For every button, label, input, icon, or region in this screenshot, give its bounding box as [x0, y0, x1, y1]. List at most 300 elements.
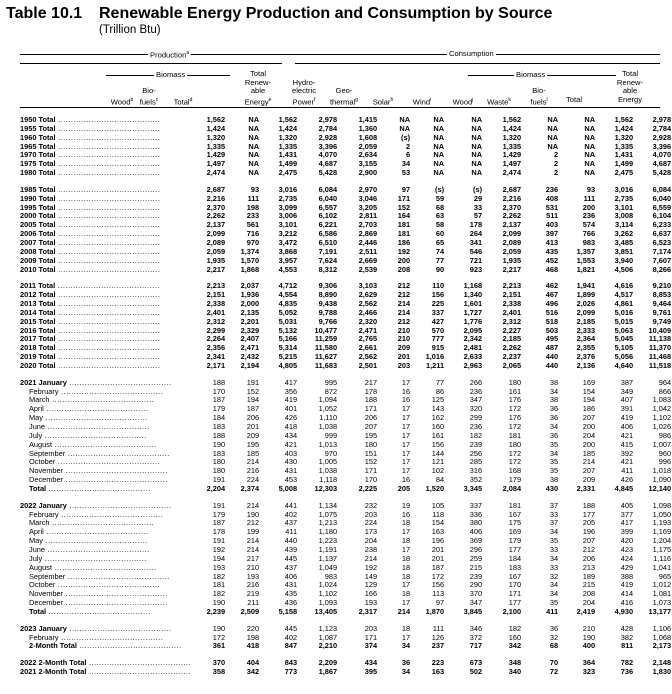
table-cell: 3,868 [278, 247, 298, 256]
row-label: 1985 Total ........................................ [20, 185, 161, 194]
table-cell: 2,312 [206, 317, 226, 326]
table-cell: 2,356 [206, 344, 226, 353]
table-cell: 193 [364, 599, 378, 608]
table-cell: NA [547, 142, 559, 151]
table-cell: 16 [401, 396, 411, 405]
table-cell: 58 [435, 221, 445, 230]
table-row [20, 555, 671, 564]
table-cell: 201 [431, 545, 445, 554]
table-row [20, 204, 671, 213]
table-cell: NA [584, 151, 596, 160]
biomass-consumption-label: Biomass [516, 70, 546, 79]
row-label: 2009 Total ........................................ [20, 256, 161, 265]
table-cell: 191 [246, 378, 260, 387]
table-cell: 2,401 [502, 308, 522, 317]
table-cell: 440 [284, 537, 298, 546]
table-cell: 2,633 [463, 353, 483, 362]
table-cell: 2,703 [358, 221, 378, 230]
table-cell: 426 [284, 414, 298, 423]
table-cell: 195 [246, 440, 260, 449]
table-cell: 11,518 [648, 361, 672, 370]
table-cell: 811 [621, 642, 634, 651]
table-cell: NA [471, 142, 483, 151]
table-cell: 5,063 [614, 326, 634, 335]
table-cell: 406 [284, 572, 298, 581]
table-cell: 346 [469, 624, 483, 633]
table-cell: NA [584, 160, 596, 169]
table-cell: 183 [508, 563, 522, 572]
table-cell: 179 [508, 537, 522, 546]
table-cell: 2,185 [502, 335, 522, 344]
table-row [20, 300, 671, 309]
table-cell: 2,262 [502, 344, 522, 353]
table-cell: 349 [620, 387, 634, 396]
table-cell: 358 [212, 668, 226, 677]
table-cell: 6,221 [318, 221, 338, 230]
table-cell: NA [471, 151, 483, 160]
table-row [20, 221, 671, 230]
table-cell: 38 [549, 396, 559, 405]
table-cell: 181 [397, 230, 411, 239]
table-cell: 192 [397, 247, 411, 256]
table-cell: 342 [508, 642, 522, 651]
row-label: 2005 Total ........................................ [20, 221, 161, 230]
table-cell: 1,038 [318, 423, 338, 431]
table-cell: 17 [401, 449, 411, 458]
table-cell: 1,013 [318, 440, 338, 449]
table-cell: 1,830 [652, 668, 672, 677]
table-cell: 337 [469, 501, 483, 510]
table-cell: 419 [284, 396, 298, 405]
table-cell: 68 [549, 642, 559, 651]
table-cell: 296 [469, 545, 483, 554]
col-header-waste: Waste$^k$ [487, 96, 511, 107]
row-spacer [20, 617, 671, 625]
table-cell: 105 [431, 501, 445, 510]
table-cell: 2,320 [358, 317, 378, 326]
table-cell: 206 [246, 414, 260, 423]
table-cell: 216 [246, 467, 260, 476]
table-cell: 144 [431, 449, 445, 458]
table-cell: 3,016 [614, 185, 634, 194]
table-cell: 411 [285, 528, 298, 537]
table-cell: 18 [401, 537, 411, 546]
table-cell: 1,499 [614, 160, 634, 169]
table-cell: 348 [508, 659, 522, 668]
table-cell: 6 [405, 151, 411, 160]
table-cell: 2,262 [502, 212, 522, 221]
table-cell: 2,217 [502, 265, 522, 274]
table-cell: 187 [431, 563, 445, 572]
table-cell: 212 [397, 282, 411, 291]
table-cell: NA [547, 124, 559, 133]
table-cell: 1,175 [652, 545, 672, 554]
table-cell: 236 [469, 387, 483, 396]
table-cell: 154 [431, 519, 445, 528]
table-cell: 6,586 [318, 230, 338, 239]
table-cell: 2,474 [206, 169, 226, 178]
table-cell: 237 [431, 642, 445, 651]
table-cell: 2,765 [358, 335, 378, 344]
table-row [20, 151, 671, 160]
table-row [20, 396, 671, 405]
table-cell: 487 [545, 344, 559, 353]
table-cell: 203 [397, 361, 411, 370]
table-cell: 1,374 [240, 247, 260, 256]
table-cell: 1,016 [425, 353, 445, 362]
table-cell: 215 [469, 563, 483, 572]
header-bottom-rule [20, 107, 660, 108]
table-cell: 2 [553, 160, 559, 169]
table-cell: 111 [247, 194, 260, 203]
table-cell: 19 [401, 501, 411, 510]
table-cell: 392 [620, 449, 634, 458]
table-title: Renewable Energy Production and Consumption by Source [99, 5, 553, 22]
table-cell: 212 [582, 545, 596, 554]
table-cell: 2,201 [240, 317, 260, 326]
table-cell: NA [433, 169, 445, 178]
table-cell: 204 [364, 537, 378, 546]
table-cell: 6,040 [318, 194, 338, 203]
table-cell: 179 [508, 476, 522, 485]
table-cell: 204 [582, 599, 596, 608]
table-cell: 181 [397, 221, 411, 230]
table-cell: 1,102 [652, 414, 672, 423]
table-cell: 843 [284, 659, 298, 668]
table-cell: 1,431 [614, 151, 634, 160]
table-cell: 232 [364, 501, 378, 510]
table-row [20, 379, 671, 388]
table-cell: 17 [401, 528, 411, 537]
table-cell: 16 [401, 387, 411, 396]
table-cell: 196 [431, 537, 445, 546]
table-cell: 716 [246, 230, 260, 239]
table-cell: 36 [549, 405, 559, 414]
table-cell: 198 [246, 203, 260, 212]
table-cell: 171 [364, 467, 378, 476]
table-cell: 126 [431, 633, 445, 642]
table-cell: 323 [582, 668, 596, 677]
table-cell: 419 [620, 414, 634, 423]
table-cell: 8,853 [652, 291, 672, 300]
table-cell: 18 [401, 554, 411, 563]
table-cell: 2,342 [463, 335, 483, 344]
table-cell: 17 [401, 414, 411, 423]
row-label: 1965 Total ........................................ [20, 142, 161, 151]
table-cell: NA [547, 116, 559, 124]
table-cell: 380 [469, 519, 483, 528]
table-cell: 970 [324, 449, 338, 458]
table-cell: 2,401 [206, 308, 226, 317]
table-cell: 2,735 [278, 194, 298, 203]
table-cell: 125 [431, 396, 445, 405]
table-cell: 2,100 [502, 607, 522, 616]
table-cell: 370 [212, 659, 226, 668]
table-cell: 171 [364, 633, 378, 642]
table-cell: 209 [582, 476, 596, 485]
table-cell: 10,477 [314, 326, 338, 335]
table-cell: 216 [246, 581, 260, 590]
table-cell: NA [248, 133, 260, 142]
table-cell: 2,784 [652, 124, 672, 133]
table-cell: 406 [620, 423, 634, 431]
table-cell: 180 [508, 440, 522, 449]
table-cell: 1,093 [318, 599, 338, 608]
table-cell: 198 [246, 633, 260, 642]
table-cell: 1,005 [318, 458, 338, 467]
row-label: 1950 Total ........................................ [20, 116, 161, 124]
table-cell: 36 [549, 414, 559, 423]
table-row [20, 432, 671, 441]
table-cell: 121 [431, 458, 445, 467]
table-cell: 36 [401, 659, 411, 668]
row-label: December ........................................ [29, 599, 168, 608]
row-label: 1995 Total ........................................ [20, 203, 161, 212]
table-cell: 766 [582, 230, 596, 239]
table-cell: 203 [364, 510, 378, 519]
table-cell: 152 [397, 203, 411, 212]
table-cell: 143 [431, 405, 445, 414]
table-cell: 172 [508, 405, 522, 414]
table-row [20, 116, 671, 125]
row-label: Total ........................................ [29, 607, 151, 616]
table-cell: 531 [545, 203, 559, 212]
table-cell: 440 [545, 353, 559, 362]
table-cell: 374 [364, 642, 378, 651]
table-cell: 1,116 [653, 554, 672, 563]
table-row [20, 564, 671, 573]
table-cell: 574 [582, 221, 596, 230]
table-cell: 34 [549, 590, 559, 599]
table-cell: 1,024 [318, 581, 338, 590]
table-cell: 214 [397, 308, 411, 317]
table-cell: 111 [583, 194, 596, 203]
table-cell: 183 [212, 449, 226, 458]
table-cell: 370 [469, 590, 483, 599]
table-cell: 399 [620, 528, 634, 537]
table-cell: 285 [469, 458, 483, 467]
table-cell: 18 [401, 563, 411, 572]
row-label: 2020 Total ........................................ [20, 361, 161, 370]
table-cell: 72 [549, 668, 559, 677]
table-cell: 970 [246, 238, 260, 247]
table-cell: 2,634 [358, 151, 378, 160]
table-cell: 406 [469, 528, 483, 537]
table-cell: 2,475 [278, 169, 298, 178]
table-row [20, 581, 671, 590]
table-cell: 2,225 [358, 484, 378, 493]
row-label: February ........................................ [29, 510, 164, 519]
table-cell: 352 [469, 476, 483, 485]
table-cell: 2,135 [240, 308, 260, 317]
table-cell: NA [433, 133, 445, 142]
table-cell: 192 [364, 563, 378, 572]
table-cell: 207 [582, 414, 596, 423]
table-cell: 418 [246, 642, 260, 651]
table-cell: 1,936 [240, 291, 260, 300]
col-header-total-prod: Total$^d$ [173, 96, 193, 107]
row-label: July ........................................ [29, 431, 147, 440]
table-row [20, 668, 671, 677]
table-cell: NA [584, 169, 596, 178]
table-cell: 516 [545, 308, 559, 317]
table-cell: 264 [469, 230, 483, 239]
table-cell: 1,935 [502, 256, 522, 265]
table-row [20, 230, 671, 239]
table-cell: 186 [397, 238, 411, 247]
table-cell: 1,499 [278, 160, 298, 169]
table-cell: 207 [582, 467, 596, 476]
table-cell: 201 [246, 423, 260, 431]
table-cell: NA [584, 124, 596, 133]
table-cell: NA [433, 151, 445, 160]
table-row [20, 169, 671, 178]
table-cell: 923 [469, 265, 483, 274]
table-cell: 5,428 [652, 169, 672, 178]
table-cell: 430 [545, 484, 559, 493]
table-cell: 401 [284, 405, 298, 414]
table-cell: 2,661 [358, 344, 378, 353]
table-cell: 717 [469, 642, 483, 651]
table-cell: 200 [582, 203, 596, 212]
table-cell: 1,431 [278, 151, 298, 160]
table-cell: 2,059 [358, 142, 378, 151]
table-cell: 1,867 [318, 668, 338, 677]
table-cell: NA [584, 133, 596, 142]
table-row [20, 186, 671, 195]
table-cell: 17 [401, 581, 411, 590]
table-cell: 2,210 [318, 642, 338, 651]
table-cell: 181 [212, 581, 226, 590]
table-cell: NA [399, 116, 411, 124]
table-cell: 32 [549, 572, 559, 581]
table-cell: (s) [435, 185, 445, 194]
table-cell: 417 [284, 378, 298, 387]
biomass-production-label: Biomass [156, 70, 186, 79]
col-header-wood-prod: Wood$^b$ [110, 96, 134, 107]
table-cell: 156 [431, 440, 445, 449]
table-cell: 503 [545, 326, 559, 335]
table-cell: 2,213 [206, 282, 226, 291]
table-cell: 340 [508, 668, 522, 677]
table-row [20, 405, 671, 414]
table-cell: 403 [284, 449, 298, 458]
table-cell: 2,474 [502, 169, 522, 178]
table-cell: 2,539 [358, 265, 378, 274]
table-cell: 13,177 [648, 607, 672, 616]
row-label: August ........................................ [29, 440, 157, 449]
table-cell: 223 [431, 659, 445, 668]
table-row [20, 318, 671, 327]
table-cell: 1,562 [614, 116, 634, 124]
table-cell: 1,360 [358, 124, 378, 133]
table-cell: 212 [246, 519, 260, 528]
table-cell: 11,683 [314, 361, 338, 370]
table-cell: 200 [582, 423, 596, 431]
table-cell: 496 [545, 300, 559, 309]
table-cell: 397 [545, 230, 559, 239]
table-cell: 177 [582, 510, 596, 519]
table-cell: 199 [246, 528, 260, 537]
table-cell: 2,687 [502, 185, 522, 194]
table-cell: 3,006 [278, 212, 298, 221]
table-cell: 11,370 [648, 344, 672, 353]
table-cell: 1,211 [426, 361, 445, 370]
table-cell: NA [433, 160, 445, 169]
table-cell: 4,517 [614, 291, 634, 300]
table-cell: 999 [324, 431, 338, 440]
table-row [20, 212, 671, 221]
table-cell: 35 [549, 458, 559, 467]
table-cell: 2,148 [652, 659, 672, 668]
table-cell: 2,370 [502, 203, 522, 212]
table-cell: 188 [364, 396, 378, 405]
table-row [20, 634, 671, 643]
table-cell: 33 [549, 563, 559, 572]
table-cell: 176 [508, 396, 522, 405]
table-cell: 196 [582, 528, 596, 537]
table-cell: 9,210 [652, 282, 672, 291]
table-cell: 177 [508, 599, 522, 608]
table-cell: 1,776 [463, 317, 483, 326]
table-cell: 170 [508, 581, 522, 590]
table-cell: 1,424 [502, 124, 522, 133]
table-cell: 468 [545, 265, 559, 274]
table-cell: NA [248, 169, 260, 178]
table-cell: 1,098 [652, 501, 672, 510]
row-label: June ........................................ [29, 545, 150, 554]
table-cell: 190 [246, 510, 260, 519]
table-row [20, 344, 671, 353]
table-cell: 29 [473, 194, 483, 203]
table-cell: 1,012 [652, 581, 672, 590]
table-cell: 214 [246, 501, 260, 510]
table-cell: 424 [620, 554, 634, 563]
table-cell: NA [248, 142, 260, 151]
table-cell: 4,835 [278, 300, 298, 309]
table-cell: 2,099 [576, 308, 596, 317]
table-cell: 2,928 [318, 133, 338, 142]
table-cell: 187 [212, 396, 226, 405]
table-row [20, 353, 671, 362]
table-cell: 983 [582, 238, 596, 247]
table-cell: 342 [246, 668, 260, 677]
table-cell: 35 [549, 537, 559, 546]
table-cell: 11,138 [648, 335, 672, 344]
row-label: February ........................................ [29, 633, 164, 642]
table-cell: 217 [246, 554, 260, 563]
table-cell: 299 [469, 414, 483, 423]
table-cell: 1,868 [240, 265, 260, 274]
table-cell: 2,446 [358, 238, 378, 247]
table-cell: 224 [364, 519, 378, 528]
table-cell: 4,845 [614, 484, 634, 493]
table-cell: 1,727 [463, 308, 483, 317]
table-cell: 3,396 [652, 142, 672, 151]
table-cell: (s) [401, 133, 411, 142]
table-cell: 187 [246, 405, 260, 414]
table-cell: 171 [364, 405, 378, 414]
table-cell: 188 [582, 501, 596, 510]
table-cell: 97 [435, 599, 445, 608]
table-cell: 1,899 [576, 291, 596, 300]
table-cell: 5,056 [614, 353, 634, 362]
table-cell: 34 [549, 423, 559, 431]
table-cell: 200 [397, 256, 411, 265]
table-row [20, 388, 671, 397]
table-cell: 220 [246, 624, 260, 633]
table-cell: 5,016 [614, 308, 634, 317]
